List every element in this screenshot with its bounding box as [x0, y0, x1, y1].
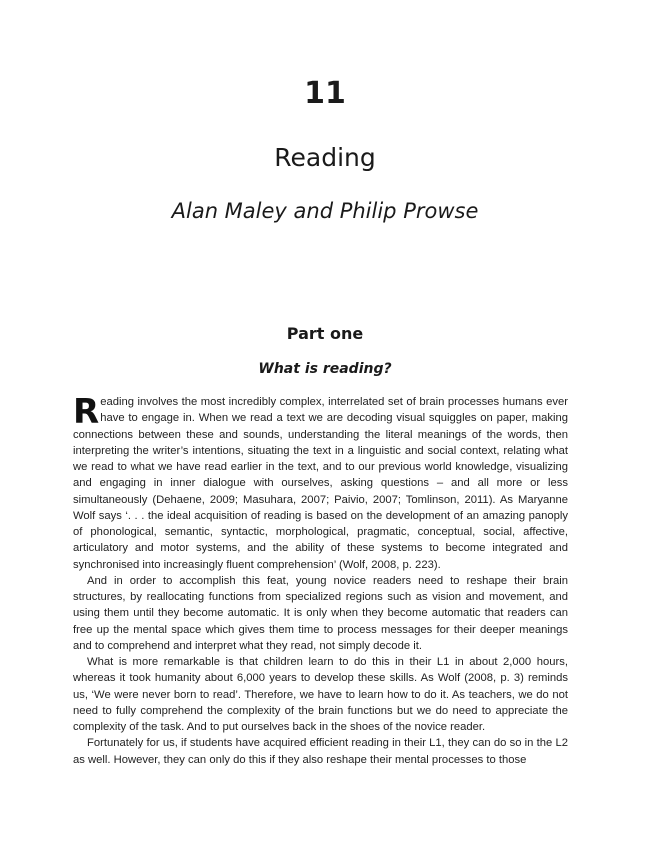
- chapter-title: Reading: [274, 143, 376, 172]
- chapter-number: 11: [304, 76, 346, 111]
- paragraph-3: What is more remarkable is that children learn to do this in their L1 in about 2,000 hours, whereas it took humanity about 6,000 years to develop these skills. As Wolf (2008, p. 3) reminds us, ‘We were never born to read’. Therefore, we have to learn how to do it. As teachers, we do not need to fully comprehend the complexity of the brain functions but we do need to appreciate the complexity of the task. And to put ourselves back in the shoes of the novice reader.: [73, 656, 568, 733]
- drop-cap: R: [73, 392, 100, 432]
- chapter-authors: Alan Maley and Philip Prowse: [171, 199, 479, 223]
- paragraph-1-text: eading involves the most incredibly complex, interrelated set of brain processes humans ever have to engage in. When we read a text we are decoding visual squiggles on paper, making connections between these and sounds, understanding the literal meanings of the words, then interpreting the writer’s intentions, situating the text in a linguistic and social context, relating what we read to what we have read earlier in the text, and to our previous world knowledge, visualizing and engaging in inner dialogue with ourselves, asking questions – and all more or less simultaneously (Dehaene, 2009; Masuhara, 2007; Paivio, 2007; Tomlinson, 2011). As Maryanne Wolf says ‘. . . the ideal acquisition of reading is based on the development of an amazing panoply of phonological, semantic, syntactic, morphological, pragmatic, conceptual, social, affective, articulatory and motor systems, and the ability of these systems to become integrated and synchronised into increasingly fluent comprehension’ (Wolf, 2008, p. 223).: [73, 396, 568, 571]
- section-heading: What is reading?: [258, 361, 392, 377]
- paragraph-2: And in order to accomplish this feat, young novice readers need to reshape their brain structures, by reallocating functions from specialized regions such as vision and movement, and using them until they become automatic. It is only when they become automatic that readers can free up the mental space which gives them time to process messages for their deeper meanings and to comprehend and interpret what they read, not simply decode it.: [73, 574, 568, 652]
- body-text: [73, 394, 568, 768]
- paragraph-1: [73, 394, 568, 573]
- part-heading: Part one: [286, 324, 364, 343]
- paragraph-4: Fortunately for us, if students have acquired efficient reading in their L1, they can do so in the L2 as well. However, they can only do this if they also reshape their mental processes to those: [73, 737, 568, 766]
